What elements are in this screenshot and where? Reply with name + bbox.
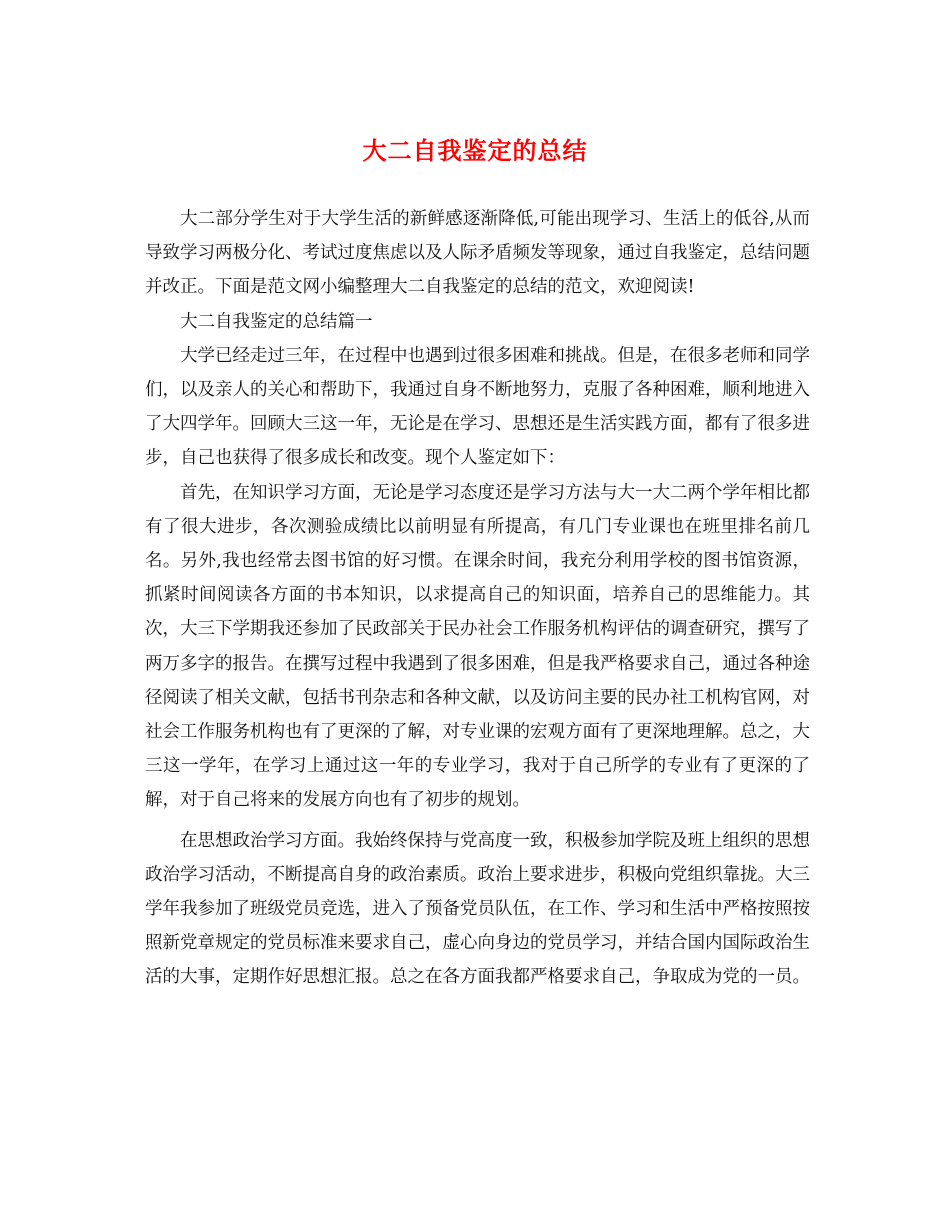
document-title: 大二自我鉴定的总结 xyxy=(362,136,588,165)
paragraph-intro: 大二部分学生对于大学生活的新鲜感逐渐降低,可能出现学习、生活上的低谷,从而导致学习两极分化、考试过度焦虑以及人际矛盾频发等现象，通过自我鉴定，总结问题并改正。下面是范文网小编整理大二自我鉴定的总结的范文，欢迎阅读! xyxy=(145,209,810,298)
paragraph-study: 首先，在知识学习方面，无论是学习态度还是学习方法与大一大二两个学年相比都有了很大进步，各次测验成绩比以前明显有所提高，有几门专业课也在班里排名前几名。另外,我也经常去图书馆的好习惯。在课余时间，我充分利用学校的图书馆资源，抓紧时间阅读各方面的书本知识，以求提高自己的知识面，培养自己的思维能力。其次，大三下学期我还参加了民政部关于民办社会工作服务机构评估的调查研究，撰写了两万多字的报告。在撰写过程中我遇到了很多困难，但是我严格要求自己，通过各种途径阅读了相关文献，包括书刊杂志和各种文献，以及访问主要的民办社工机构官网，对社会工作服务机构也有了更深的了解，对专业课的宏观方面有了更深地理解。总之，大三这一学年，在学习上通过这一年的专业学习，我对于自己所学的专业有了更深的了解，对于自己将来的发展方向也有了初步的规划。 xyxy=(145,482,810,811)
paragraph-politics: 在思想政治学习方面。我始终保持与党高度一致，积极参加学院及班上组织的思想政治学习活动，不断提高自身的政治素质。政治上要求进步，积极向党组织靠拢。大三学年我参加了班级党员竞选，进入了预备党员队伍，在工作、学习和生活中严格按照按照新党章规定的党员标准来要求自己，虚心向身边的党员学习，并结合国内国际政治生活的大事，定期作好思想汇报。总之在各方面我都严格要求自己，争取成为党的一员。 xyxy=(145,830,810,988)
document-body xyxy=(145,202,810,995)
paragraph-overview: 大学已经走过三年，在过程中也遇到过很多困难和挑战。但是，在很多老师和同学们，以及亲人的关心和帮助下，我通过自身不断地努力，克服了各种困难，顺利地进入了大四学年。回顾大三这一年，无论是在学习、思想还是生活实践方面，都有了很多进步，自己也获得了很多成长和改变。现个人鉴定如下： xyxy=(145,345,810,469)
section-heading: 大二自我鉴定的总结篇一 xyxy=(180,311,373,332)
